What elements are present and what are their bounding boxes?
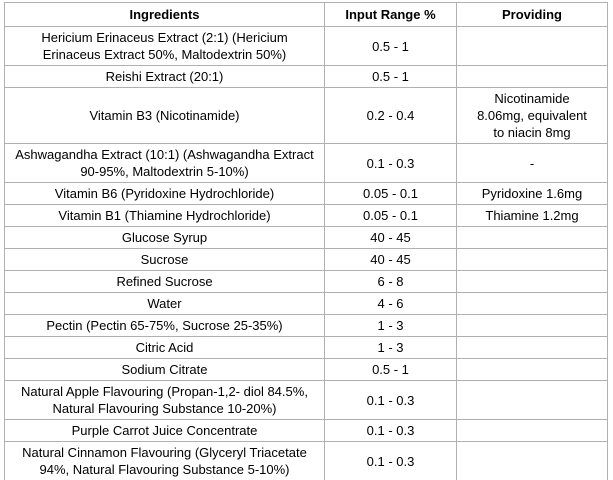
ingredient-cell: Vitamin B3 (Nicotinamide) — [5, 88, 325, 144]
table-row — [5, 227, 608, 249]
ingredient-cell: Sodium Citrate — [5, 359, 325, 381]
input-range-cell: 1 - 3 — [325, 315, 457, 337]
table-row — [5, 66, 608, 88]
column-header-input-range: Input Range % — [325, 3, 457, 27]
input-range-cell: 4 - 6 — [325, 293, 457, 315]
table-row — [5, 249, 608, 271]
input-range-cell: 6 - 8 — [325, 271, 457, 293]
table-row — [5, 337, 608, 359]
providing-cell — [457, 420, 608, 442]
column-header-providing: Providing — [457, 3, 608, 27]
table-row — [5, 420, 608, 442]
ingredient-cell: Glucose Syrup — [5, 227, 325, 249]
ingredient-cell: Refined Sucrose — [5, 271, 325, 293]
table-row — [5, 144, 608, 183]
input-range-cell: 0.2 - 0.4 — [325, 88, 457, 144]
table-header-row — [5, 3, 608, 27]
ingredient-cell: Reishi Extract (20:1) — [5, 66, 325, 88]
providing-cell — [457, 293, 608, 315]
ingredient-cell: Sucrose — [5, 249, 325, 271]
providing-cell — [457, 227, 608, 249]
table-row — [5, 315, 608, 337]
input-range-cell: 0.1 - 0.3 — [325, 420, 457, 442]
providing-cell — [457, 315, 608, 337]
providing-cell — [457, 66, 608, 88]
providing-cell: Thiamine 1.2mg — [457, 205, 608, 227]
providing-cell — [457, 337, 608, 359]
ingredient-cell: Hericium Erinaceus Extract (2:1) (Hericium Erinaceus Extract 50%, Maltodextrin 50%) — [5, 27, 325, 66]
table-body — [5, 27, 608, 480]
input-range-cell: 0.1 - 0.3 — [325, 381, 457, 420]
input-range-cell: 0.5 - 1 — [325, 359, 457, 381]
providing-cell — [457, 359, 608, 381]
input-range-cell: 0.05 - 0.1 — [325, 205, 457, 227]
table-row — [5, 271, 608, 293]
providing-cell: - — [457, 144, 608, 183]
ingredient-cell: Purple Carrot Juice Concentrate — [5, 420, 325, 442]
providing-cell — [457, 381, 608, 420]
table-row — [5, 293, 608, 315]
table-row — [5, 88, 608, 144]
providing-cell: Pyridoxine 1.6mg — [457, 183, 608, 205]
table-row — [5, 359, 608, 381]
providing-cell — [457, 442, 608, 480]
ingredients-table — [4, 2, 608, 480]
ingredient-cell: Natural Cinnamon Flavouring (Glyceryl Triacetate 94%, Natural Flavouring Substance 5-10%) — [5, 442, 325, 480]
ingredient-cell: Water — [5, 293, 325, 315]
input-range-cell: 0.5 - 1 — [325, 66, 457, 88]
ingredient-cell: Citric Acid — [5, 337, 325, 359]
ingredient-cell: Vitamin B6 (Pyridoxine Hydrochloride) — [5, 183, 325, 205]
providing-cell — [457, 27, 608, 66]
table-row — [5, 381, 608, 420]
providing-cell — [457, 249, 608, 271]
input-range-cell: 0.5 - 1 — [325, 27, 457, 66]
table-row — [5, 183, 608, 205]
table-row — [5, 442, 608, 480]
ingredient-cell: Natural Apple Flavouring (Propan-1,2- diol 84.5%, Natural Flavouring Substance 10-20%) — [5, 381, 325, 420]
ingredient-cell: Ashwagandha Extract (10:1) (Ashwagandha Extract 90-95%, Maltodextrin 5-10%) — [5, 144, 325, 183]
ingredient-cell: Vitamin B1 (Thiamine Hydrochloride) — [5, 205, 325, 227]
column-header-ingredients: Ingredients — [5, 3, 325, 27]
ingredient-cell: Pectin (Pectin 65-75%, Sucrose 25-35%) — [5, 315, 325, 337]
providing-cell: Nicotinamide 8.06mg, equivalent to niacin 8mg — [457, 88, 608, 144]
input-range-cell: 40 - 45 — [325, 227, 457, 249]
input-range-cell: 1 - 3 — [325, 337, 457, 359]
input-range-cell: 40 - 45 — [325, 249, 457, 271]
input-range-cell: 0.05 - 0.1 — [325, 183, 457, 205]
input-range-cell: 0.1 - 0.3 — [325, 144, 457, 183]
input-range-cell: 0.1 - 0.3 — [325, 442, 457, 480]
providing-cell — [457, 271, 608, 293]
table-row — [5, 27, 608, 66]
table-row — [5, 205, 608, 227]
